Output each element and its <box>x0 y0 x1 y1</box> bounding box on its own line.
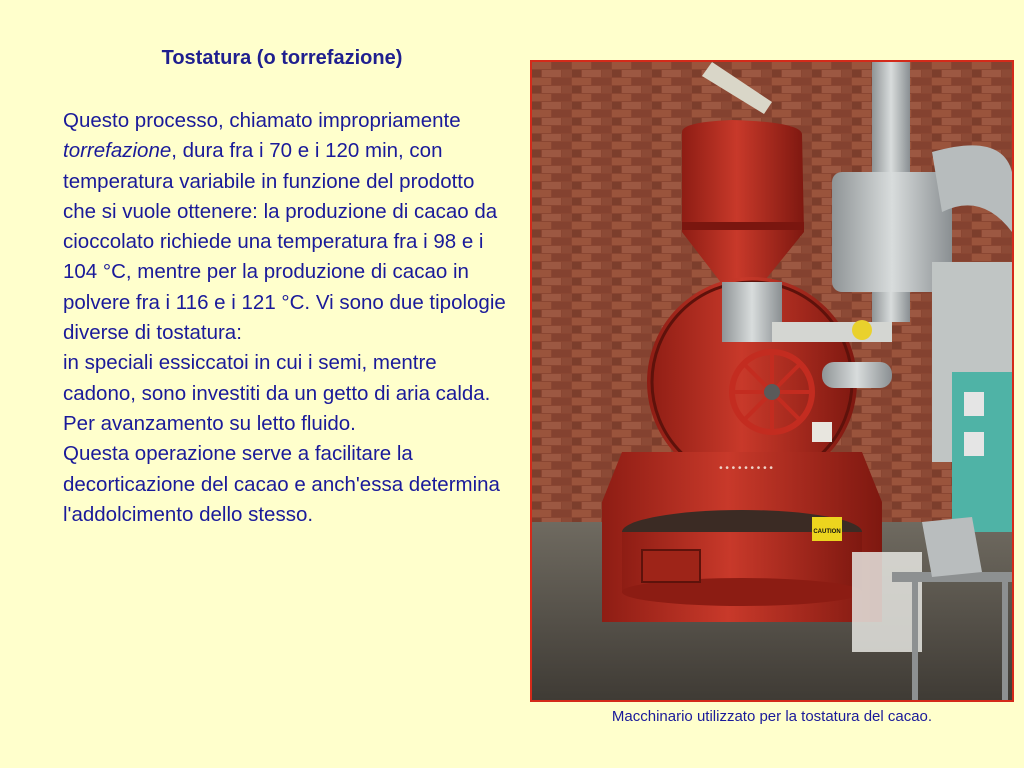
roasting-machine-photo <box>530 60 1014 702</box>
gauge-panel <box>964 432 984 456</box>
plastic-bin <box>852 552 922 652</box>
method-one-paragraph: in speciali essiccatoi in cui i semi, mentre cadono, sono investiti da un getto di aria calda. <box>63 351 491 405</box>
burner-pipe <box>822 362 892 388</box>
conclusion-paragraph: Questa operazione serve a facilitare la decorticazione del cacao e anch'essa determina l'addolcimento dello stesso. <box>63 442 500 526</box>
method-two-paragraph: Per avanzamento su letto fluido. <box>63 411 356 435</box>
intro-paragraph <box>63 106 513 348</box>
junction-box <box>812 422 832 442</box>
svg-text:• • • • • • • • •: • • • • • • • • • <box>719 463 773 474</box>
intro-text-continued: , dura fra i 70 e i 120 min, con temperatura variabile in funzione del prodotto che si vuole ottenere: la produzione di cacao da cioccolato richiede una temperatura fra i 98 e i 104 °C, mentre per la produzione di cacao in polvere fra i 116 e i 121 °C. Vi sono due tipologie diverse di tostatura: <box>63 139 506 345</box>
slide-title: Tostatura (o torrefazione) <box>161 47 403 69</box>
gas-pipe <box>772 322 892 342</box>
italic-term: torrefazione <box>63 139 172 163</box>
gas-valve <box>852 320 872 340</box>
caution-plate-text: CAUTION <box>813 529 841 535</box>
steel-bucket <box>922 517 982 577</box>
gauge-panel <box>964 392 984 416</box>
body-text <box>63 106 513 530</box>
discharge-door <box>642 550 700 582</box>
photo-caption: Macchinario utilizzato per la tostatura del cacao. <box>611 708 933 725</box>
roasting-machine-illustration <box>532 62 1012 700</box>
intro-text: Questo processo, chiamato impropriamente <box>63 109 461 132</box>
